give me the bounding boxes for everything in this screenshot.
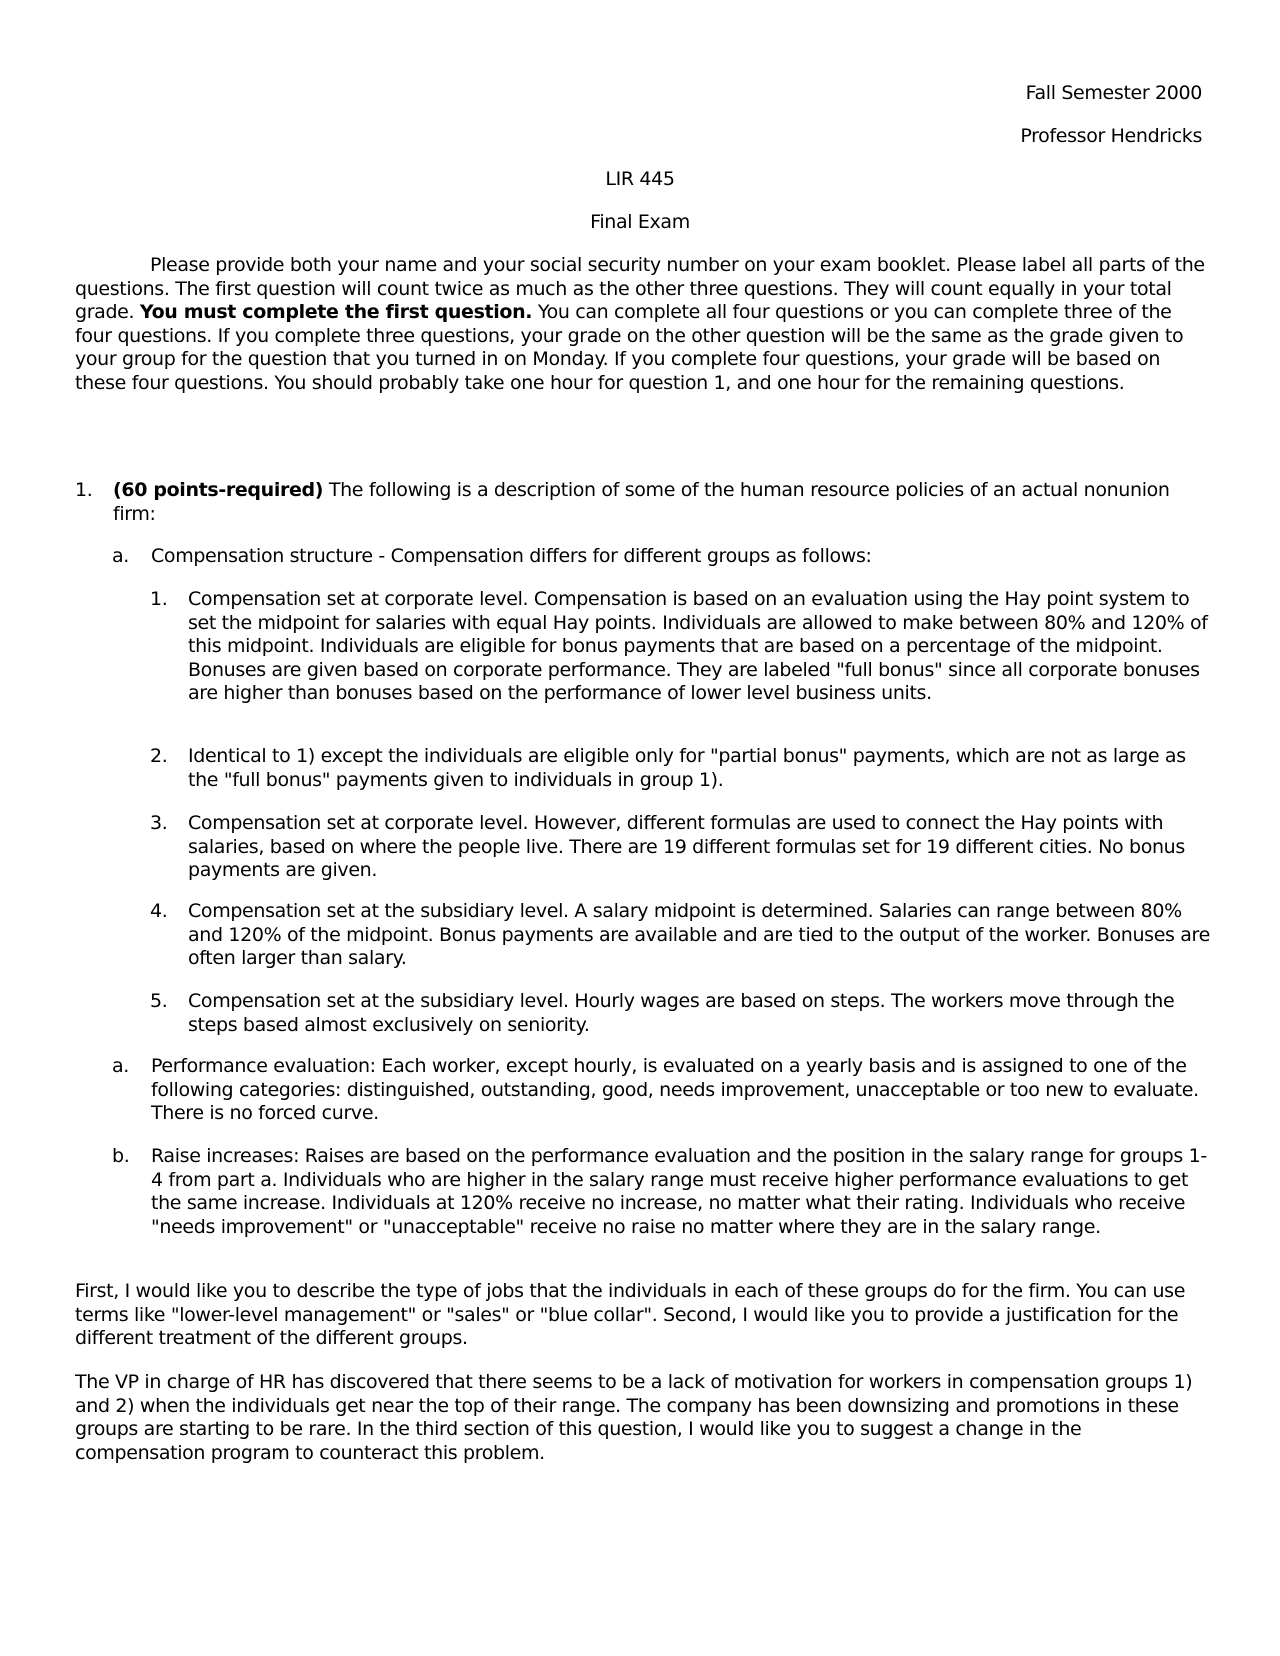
semester-label: Fall Semester 2000 bbox=[1025, 82, 1202, 104]
instructions-text-1: Please provide both your name and your social security number on your exam booklet. Please label all parts of the questions. The first question will count twice as much as the other three questions. They will count equally in your total grade. bbox=[75, 254, 1205, 324]
instructions-paragraph bbox=[75, 254, 1205, 396]
instructions-bold-requirement: You must complete the first question. bbox=[139, 301, 533, 324]
section-marker: a. bbox=[112, 545, 129, 567]
task-paragraph-1: First, I would like you to describe the type of jobs that the individuals in each of these groups do for the firm. You can use terms like "lower-level management" or "sales" or "blue collar". Second, I would like you to provide a justification for the different treatment of the different groups. bbox=[75, 1280, 1186, 1350]
task-paragraph-2: The VP in charge of HR has discovered that there seems to be a lack of motivation for workers in compensation groups 1) and 2) when the individuals get near the top of their range. The company has been downsizing and promotions in these groups are starting to be rare. In the third section of this question, I would like you to suggest a change in the compensation program to counteract this problem. bbox=[75, 1371, 1193, 1464]
group-text: Compensation set at the subsidiary level. Hourly wages are based on steps. The workers move through the steps based almost exclusively on seniority. bbox=[188, 990, 1175, 1036]
group-marker: 5. bbox=[150, 990, 168, 1012]
group-marker: 4. bbox=[150, 900, 168, 922]
question-intro bbox=[113, 479, 1208, 526]
course-code: LIR 445 bbox=[605, 168, 675, 190]
group-marker: 2. bbox=[150, 745, 168, 767]
group-text: Compensation set at corporate level. However, different formulas are used to connect the Hay points with salaries, based on where the people live. There are 19 different formulas set for 19 different cities. No bonus payments are given. bbox=[188, 812, 1185, 882]
section-text: Performance evaluation: Each worker, except hourly, is evaluated on a yearly basis and is assigned to one of the following categories: distinguished, outstanding, good, needs improvement, unacceptable or too new to evaluate. There is no forced curve. bbox=[151, 1055, 1199, 1125]
group-text: Compensation set at the subsidiary level. A salary midpoint is determined. Salaries can range between 80% and 120% of the midpoint. Bonus payments are available and are tied to the output of the worker. Bonuses are often larger than salary. bbox=[188, 900, 1210, 970]
section-text: Raise increases: Raises are based on the performance evaluation and the position in the salary range for groups 1-4 from part a. Individuals who are higher in the salary range must receive higher performance evaluations to get the same increase. Individuals at 120% receive no increase, no matter what their rating. Individuals who receive "needs improvement" or "unacceptable" receive no raise no matter where they are in the salary range. bbox=[151, 1145, 1207, 1238]
section-marker: a. bbox=[112, 1055, 129, 1077]
group-marker: 3. bbox=[150, 812, 168, 834]
exam-title: Final Exam bbox=[590, 211, 690, 233]
professor-label: Professor Hendricks bbox=[1020, 125, 1202, 147]
group-marker: 1. bbox=[150, 588, 168, 610]
group-text: Identical to 1) except the individuals are eligible only for "partial bonus" payments, which are not as large as the "full bonus" payments given to individuals in group 1). bbox=[188, 745, 1186, 791]
instructions-text-2: You can complete all four questions or you can complete three of the four questions. If you complete three questions, your grade on the other question will be the same as the grade given to your group for the question that you turned in on Monday. If you complete four questions, your grade will be based on these four questions. You should probably take one hour for question 1, and one hour for the remaining questions. bbox=[75, 301, 1184, 394]
question-intro-text: The following is a description of some of the human resource policies of an actual nonunion firm: bbox=[113, 479, 1170, 525]
points-label: (60 points-required) bbox=[113, 479, 324, 501]
section-marker: b. bbox=[112, 1145, 130, 1167]
group-text: Compensation set at corporate level. Compensation is based on an evaluation using the Hay point system to set the midpoint for salaries with equal Hay points. Individuals are allowed to make between 80% and 120% of this midpoint. Individuals are eligible for bonus payments that are based on a percentage of the midpoint. Bonuses are given based on corporate performance. They are labeled "full bonus" since all corporate bonuses are higher than bonuses based on the performance of lower level business units. bbox=[188, 588, 1208, 705]
question-number: 1. bbox=[75, 479, 93, 501]
section-text: Compensation structure - Compensation differs for different groups as follows: bbox=[151, 545, 872, 567]
